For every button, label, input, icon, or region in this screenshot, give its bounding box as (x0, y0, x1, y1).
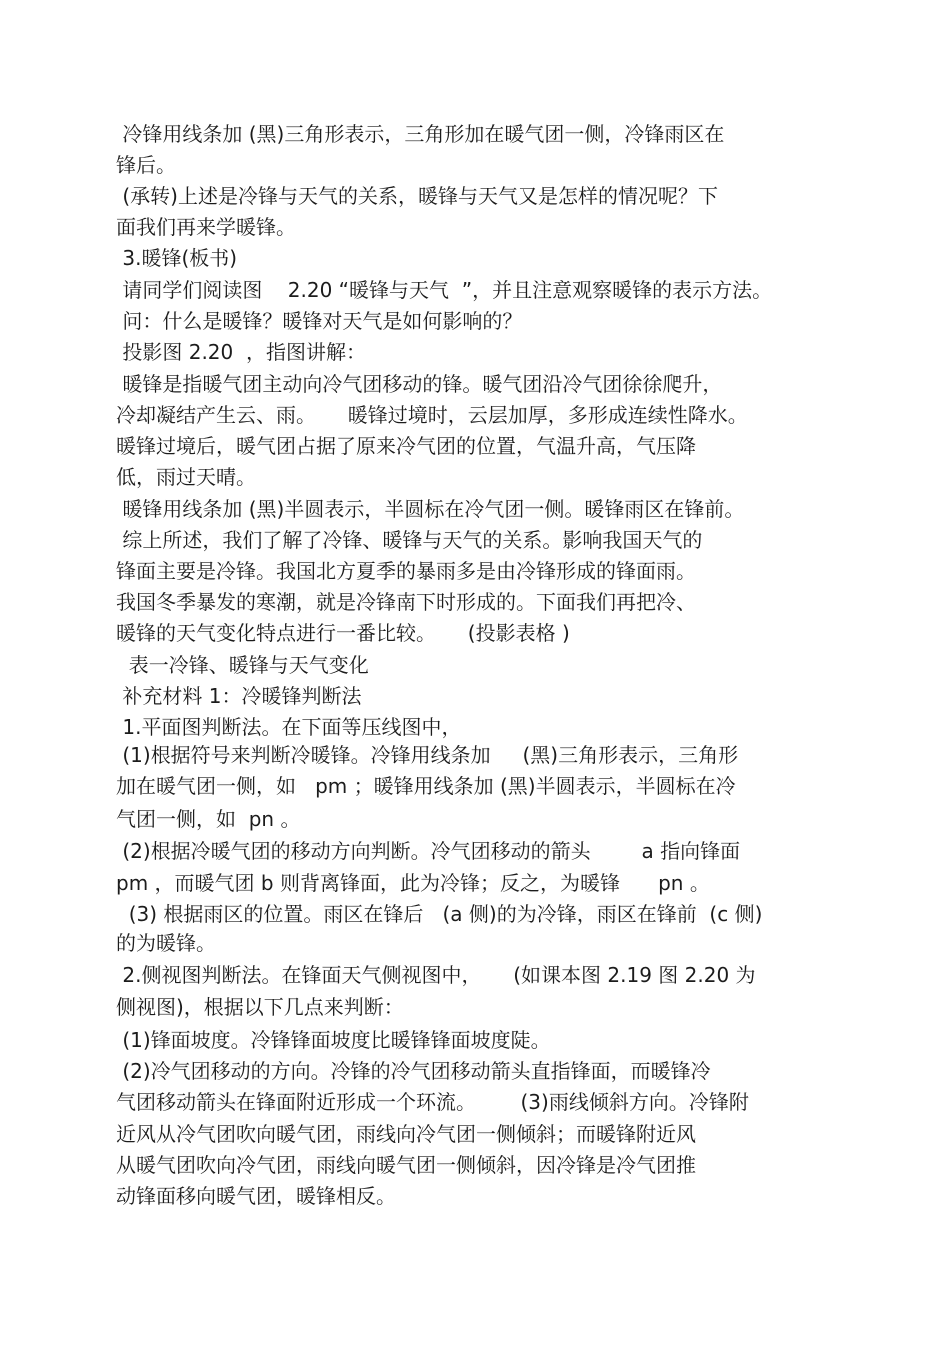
text-line: 投影图 2.20 ，指图讲解： (116, 340, 366, 364)
text-line: 我国冬季暴发的寒潮，就是冷锋南下时形成的。下面我们再把冷、 (116, 590, 696, 614)
text-line: 锋面主要是冷锋。我国北方夏季的暴雨多是由冷锋形成的锋面雨。 (116, 559, 696, 583)
text-line: 综上所述，我们了解了冷锋、暖锋与天气的关系。影响我国天气的 (116, 528, 703, 552)
text-line: 暖锋用线条加 (黑)半圆表示，半圆标在冷气团一侧。暖锋雨区在锋前。 (116, 497, 745, 521)
text-line: (2)冷气团移动的方向。冷锋的冷气团移动箭头直指锋面，而暖锋冷 (116, 1059, 711, 1083)
text-line: 冷锋用线条加 (黑)三角形表示，三角形加在暖气团一侧，冷锋雨区在 (116, 122, 725, 146)
text-line: (1)根据符号来判断冷暖锋。冷锋用线条加 (黑)三角形表示，三角形 (116, 743, 739, 767)
text-line: 气团一侧，如 pn 。 (116, 807, 301, 831)
text-line: 表一冷锋、暖锋与天气变化 (116, 653, 369, 677)
text-line: 从暖气团吹向冷气团，雨线向暖气团一侧倾斜，因冷锋是冷气团推 (116, 1153, 696, 1177)
text-line: 补充材料 1：冷暖锋判断法 (116, 684, 362, 708)
text-line: 锋后。 (116, 153, 176, 177)
text-line: 3.暖锋(板书) (116, 246, 238, 270)
text-line: (1)锋面坡度。冷锋锋面坡度比暖锋锋面坡度陡。 (116, 1028, 551, 1052)
text-line: 加在暖气团一侧，如 pm ；暖锋用线条加 (黑)半圆表示，半圆标在冷 (116, 774, 736, 798)
text-line: 侧视图)，根据以下几点来判断： (116, 995, 404, 1019)
text-line: 近风从冷气团吹向暖气团，雨线向冷气团一侧倾斜；而暖锋附近风 (116, 1122, 696, 1146)
text-line: 面我们再来学暖锋。 (116, 215, 296, 239)
text-line: 1.平面图判断法。在下面等压线图中， (116, 715, 462, 739)
text-line: 冷却凝结产生云、雨。 暖锋过境时，云层加厚，多形成连续性降水。 (116, 403, 748, 427)
text-line: 动锋面移向暖气团，暖锋相反。 (116, 1184, 396, 1208)
text-line: 的为暖锋。 (116, 931, 216, 955)
text-line: 气团移动箭头在锋面附近形成一个环流。 (3)雨线倾斜方向。冷锋附 (116, 1090, 749, 1114)
text-line: 暖锋的天气变化特点进行一番比较。 (投影表格 ) (116, 621, 570, 645)
text-line: 问：什么是暖锋？暖锋对天气是如何影响的？ (116, 309, 523, 333)
text-line: 暖锋是指暖气团主动向冷气团移动的锋。暖气团沿冷气团徐徐爬升， (116, 372, 723, 396)
text-line: pm ，而暖气团 b 则背离锋面，此为冷锋；反之，为暖锋 pn 。 (116, 871, 710, 895)
text-line: 低，雨过天晴。 (116, 465, 256, 489)
text-line: 2.侧视图判断法。在锋面天气侧视图中， (如课本图 2.19 图 2.20 为 (116, 963, 756, 987)
text-line: (3) 根据雨区的位置。雨区在锋后 (a 侧)的为冷锋，雨区在锋前 (c 侧) (116, 902, 763, 926)
text-line: (承转)上述是冷锋与天气的关系，暖锋与天气又是怎样的情况呢？下 (116, 184, 718, 208)
text-line: (2)根据冷暖气团的移动方向判断。冷气团移动的箭头 a 指向锋面 (116, 839, 741, 863)
text-line: 请同学们阅读图 2.20 “暖锋与天气 ”，并且注意观察暖锋的表示方法。 (116, 278, 773, 302)
text-line: 暖锋过境后，暖气团占据了原来冷气团的位置，气温升高，气压降 (116, 434, 696, 458)
